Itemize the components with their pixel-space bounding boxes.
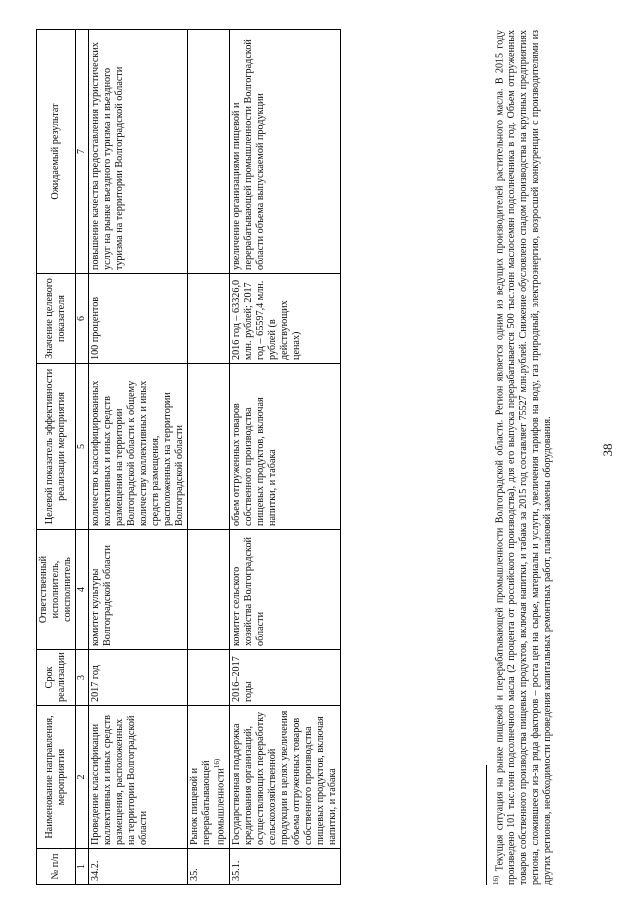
- page-number: 38: [600, 443, 615, 457]
- header-result: Ожидаемый результат: [37, 30, 76, 274]
- column-number: 7: [76, 30, 89, 274]
- measure-term: [188, 650, 229, 706]
- footnote-separator: [486, 765, 487, 885]
- measure-result: [188, 30, 229, 274]
- measure-value: 2016 год – 63326,0 млн. рублей; 2017 год – 65597,4 млн. рублей (в действующих ценах): [229, 274, 340, 364]
- row-number: 34.2.: [88, 849, 187, 885]
- measure-term: 2016–2017 годы: [229, 650, 340, 706]
- measure-result: повышение качества предоставления туристических услуг на рынке въездного туризма и въездного туризма на территории Волгоградской области: [88, 30, 187, 274]
- measure-executor: комитет сельского хозяйства Волгоградской области: [229, 530, 340, 650]
- column-number: 4: [76, 530, 89, 650]
- header-term: Срок реализации: [37, 650, 76, 706]
- header-executor: Ответственный исполнитель, соисполнитель: [37, 530, 76, 650]
- column-number: 2: [76, 706, 89, 849]
- header-value: Значение целевого показателя: [37, 274, 76, 364]
- column-number: 3: [76, 650, 89, 706]
- table-row: [88, 30, 187, 885]
- footnote: [492, 30, 554, 885]
- measures-table: [36, 29, 341, 885]
- footnote-text: Текущая ситуация на рынке пищевой и перерабатывающей промышленности Волгоградской области. Регион является одним из ведущих производителей растительного масла. В 2015 году произведено 101 тыс.тонн подсолнечного масла (2 процента от российского производства), для его выпуска перерабатывается 500 тыс.тонн маслосемян подсолнечника в год. Объем отгруженных товаров собственного производства пищевых продуктов, включая напитки, и табака за 2015 год составляет 75527 млн.рублей. Снижение обусловлено спадом производства на крупных предприятиях региона, сложившееся из-за ряда факторов – роста цен на сырье, материалы и услуги, увеличения тарифов на воду, газ природный, электроэнергию, возросшей конкуренции с производителями из других регионов, необходимости проведения капитальных ремонтных работ, плановой замены оборудования.: [494, 30, 554, 885]
- measure-executor: [188, 530, 229, 650]
- section-title-cell: [188, 706, 229, 849]
- row-number: 35.1.: [229, 849, 340, 885]
- header-row: [37, 30, 76, 885]
- measure-value: [188, 274, 229, 364]
- column-number: 1: [76, 849, 89, 885]
- measure-indicator: [188, 364, 229, 530]
- row-number: 35.: [188, 849, 229, 885]
- measure-indicator: количество классифицированных коллективных и иных средств размещения на территории Волгоградской области к общему количеству коллективных и иных средств размещения, расположенных на территории Волгоградской области: [88, 364, 187, 530]
- measure-result: увеличение организациями пищевой и перерабатывающей промышленности Волгоградской области объема выпускаемой продукции: [229, 30, 340, 274]
- section-row: [188, 30, 229, 885]
- footnote-ref: 16): [213, 758, 222, 769]
- measure-name: Государственная поддержка кредитования организаций, осуществляющих переработку сельскохозяйственной продукции в целях увеличения объема отгруженных товаров собственного производства пищевых продуктов, включая напитки, и табака: [229, 706, 340, 849]
- column-number: 6: [76, 274, 89, 364]
- header-indicator: Целевой показатель эффективности реализации мероприятия: [37, 364, 76, 530]
- header-num: № п/п: [37, 849, 76, 885]
- column-number: 5: [76, 364, 89, 530]
- measure-indicator: объем отгруженных товаров собственного производства пищевых продуктов, включая напитки, и табака: [229, 364, 340, 530]
- column-numbers-row: [76, 30, 89, 885]
- table-row: [229, 30, 340, 885]
- measure-value: 100 процентов: [88, 274, 187, 364]
- measure-name: Проведение классификации коллективных и иных средств размещения, расположенных на территории Волгоградской области: [88, 706, 187, 849]
- measure-executor: комитет культуры Волгоградской области: [88, 530, 187, 650]
- footnote-marker: 16): [492, 875, 500, 885]
- measure-term: 2017 год: [88, 650, 187, 706]
- header-name: Наименование направления, мероприятия: [37, 706, 76, 849]
- section-title: Рынок пищевой и перерабатывающей промышленности: [189, 760, 227, 845]
